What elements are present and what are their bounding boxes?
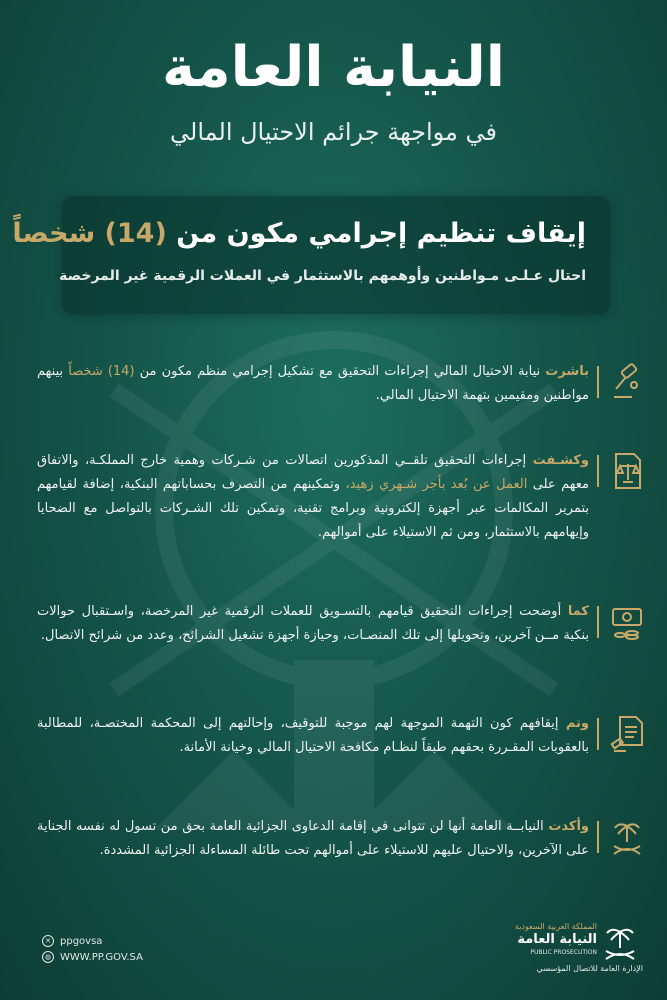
statement-body: إيقافهم كون التهمة الموجهة لهم موجبة للتوقيف، وإحالتهم إلى المحكمة المختصـة، للمطالبة بالعقوبات المقـررة بحقهم طبقاً لنظـام مكافحة الاحتيال المالي وخيانة الأمانة. — [37, 716, 589, 755]
public-prosecution-logo — [453, 922, 643, 974]
item-divider — [597, 455, 599, 487]
statement-text — [37, 712, 589, 760]
item-divider — [597, 366, 599, 398]
statement-body: النيابــة العامة أنها لن تتوانى في إقامة الدعاوى الجزائية العامة بحق من تسول له نفسه الجناية على الآخرين، والاحتيال عليهم للاستيلاء على أموالهم تحت طائلة المساءلة الجزائية المشددة. — [37, 819, 589, 858]
logo-english: PUBLIC PROSECUTION — [530, 949, 597, 956]
palm-swords-icon — [607, 815, 647, 859]
statement-lead: وكشـفت — [532, 453, 589, 468]
headline-banner — [12, 196, 610, 314]
banner-subtitle: احتال عـلـى مـواطنين وأوهمهم بالاستثمار في العملات الرقمية غير المرخصة — [59, 268, 586, 284]
website-text: WWW.PP.GOV.SA — [60, 951, 143, 963]
page-subtitle: في مواجهة جرائم الاحتيال المالي — [170, 118, 497, 146]
item-divider — [597, 821, 599, 853]
item-divider — [597, 718, 599, 750]
statement-body: إجراءات التحقيق تلقــي المذكورين اتصالات من شـركات وهمية خارج المملكـة، والاتفاق معهم على — [37, 453, 590, 492]
page-title: النيابة العامة — [162, 35, 505, 100]
statement-text — [37, 360, 589, 408]
statement-body: أوضحت إجراءات التحقيق قيامهم بالتسـويق للعملات الرقمية غير المرخصة، واسـتقبال حوالات بنكية مــن آخرين، وتحويلها إلى تلك المنصـات، وحيازة أجهزة تشغيل الشرائح، وعدد من شرائح الاتصال. — [37, 604, 589, 643]
website-link[interactable] — [42, 951, 143, 963]
palm-swords-emblem-icon — [601, 924, 639, 962]
document-scales-icon — [607, 449, 647, 493]
item-divider — [597, 606, 599, 638]
statement-item-2 — [37, 449, 647, 574]
x-icon: ✕ — [42, 935, 54, 947]
statement-lead: كما — [567, 604, 589, 619]
statement-text — [37, 815, 589, 863]
statement-body-end: وتمكينهم من التصرف بحساباتهم البنكية، إضافة لقيامهم بتمرير المكالمات عبر أجهزة إلكترونية وبرامج تقنية، وتمكين تلك الشـركات بالتواصل مع الضحايا وإيهامهم بالاستثمار، ومن ثم الاستيلاء على أموالهم. — [37, 477, 589, 540]
statement-item-1 — [37, 360, 647, 420]
social-links — [42, 935, 143, 967]
document-gavel-icon — [607, 712, 647, 756]
globe-icon: ◍ — [42, 951, 54, 963]
logo-country: المملكة العربية السعودية — [514, 922, 597, 931]
x-handle-text: ppgovsa — [60, 935, 103, 947]
logo-name: النيابة العامة — [517, 932, 597, 947]
banner-title-text: إيقاف تنظيم إجرامي مكون من — [166, 218, 586, 249]
statement-highlight: (14) شخصاً — [68, 364, 135, 379]
logo-department: الإدارة العامة للاتصال المؤسسي — [536, 964, 643, 973]
statement-item-4 — [37, 712, 647, 792]
x-handle[interactable] — [42, 935, 143, 947]
statement-lead: وأكدت — [548, 819, 589, 834]
statement-item-3 — [37, 600, 647, 680]
statement-body-end: بينهم مواطنين ومقيمين بتهمة الاحتيال المالي. — [37, 364, 589, 403]
statement-item-5 — [37, 815, 647, 895]
statement-body: نيابة الاحتيال المالي إجراءات التحقيق مع تشكيل إجرامي منظم مكون من — [134, 364, 546, 379]
banner-title — [12, 218, 586, 249]
statement-lead: وتم — [565, 716, 589, 731]
banner-title-highlight: (14) شخصاً — [12, 218, 167, 249]
money-coins-icon — [607, 600, 647, 644]
gavel-icon — [607, 360, 647, 404]
statement-highlight: العمل عن بُعد بأجر شـهري زهيد، — [345, 477, 528, 492]
statement-lead: باشرت — [545, 364, 589, 379]
statement-text — [37, 600, 589, 648]
statement-text — [37, 449, 589, 545]
